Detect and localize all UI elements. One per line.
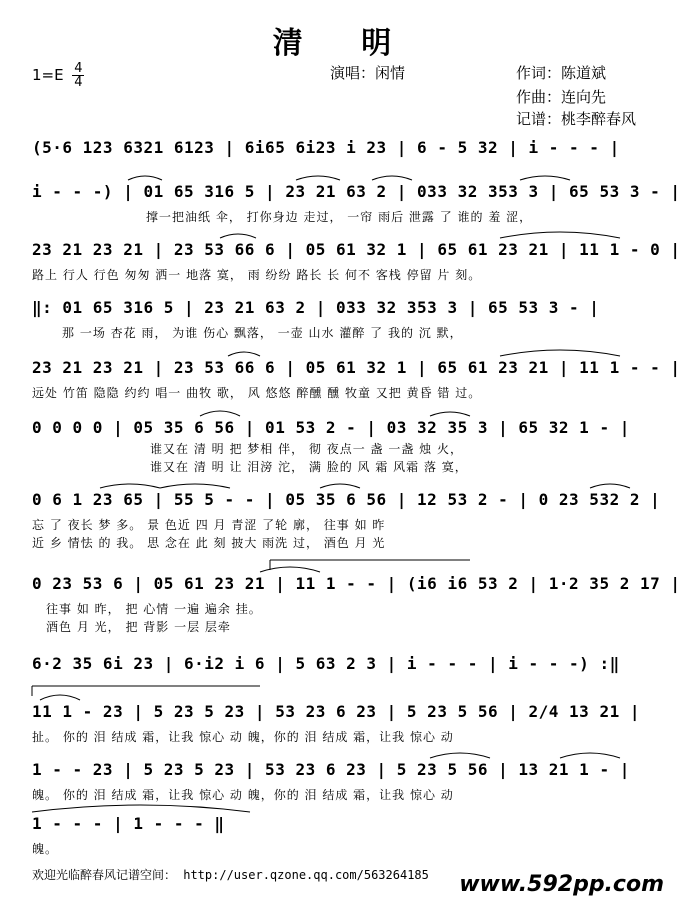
notation-line: 0 6 1 23 65 | 55 5 - - | 05 35 6 56 | 12 53 2 - | 0 23 532 2 | xyxy=(32,490,661,509)
lyric-line: 往事 如 昨， 把 心情 一遍 遍余 挂。 xyxy=(46,602,262,616)
lyric-line: 忘 了 夜长 梦 多。 景 色近 四 月 青涩 了轮 廓， 往事 如 昨 xyxy=(32,518,386,532)
watermark-logo: www.592pp.com xyxy=(459,872,664,897)
lyric-line: 那 一场 杏花 雨， 为谁 伤心 飘落， 一壶 山水 灌醉 了 我的 沉 默， xyxy=(62,326,463,340)
notation-line: 23 21 23 21 | 23 53 66 6 | 05 61 32 1 | 65 61 23 21 | 11 1 - 0 | xyxy=(32,240,681,259)
singer-credit: 演唱：闲情 xyxy=(330,64,406,82)
notation-line: 11 1 - 23 | 5 23 5 23 | 53 23 6 23 | 5 23 5 56 | 2/4 13 21 | xyxy=(32,702,640,721)
lyric-line: 扯。 你的 泪 结成 霜，让我 惊心 动 魄，你的 泪 结成 霜，让我 惊心 动 xyxy=(32,730,454,744)
notation-line: 6·2 35 6i 23 | 6·i2 i 6 | 5 63 2 3 | i - - - | i - - -) :‖ xyxy=(32,654,620,673)
notation-line: 0 23 53 6 | 05 61 23 21 | 11 1 - - | (i6 i6 53 2 | 1·2 35 2 17 | xyxy=(32,574,681,593)
notation-line: 23 21 23 21 | 23 53 66 6 | 05 61 32 1 | 65 61 23 21 | 11 1 - - | xyxy=(32,358,681,377)
notation-line: 0 0 0 0 | 05 35 6 56 | 01 53 2 - | 03 32 35 3 | 65 32 1 - | xyxy=(32,418,630,437)
notation-line: 1 - - 23 | 5 23 5 23 | 53 23 6 23 | 5 23 5 56 | 13 21 1 - | xyxy=(32,760,630,779)
lyric-line: 谁又在 清 明 让 泪滂 沱， 满 脸的 风 霜 风霜 落 寞， xyxy=(150,460,468,474)
notation-line: 1 - - - | 1 - - - ‖ xyxy=(32,814,225,833)
lyric-line: 谁又在 清 明 把 梦相 伴， 彻 夜点一 盏 一盏 烛 火， xyxy=(150,442,463,456)
composer-credit: 作曲：连向先 xyxy=(516,88,607,106)
lyric-line: 魄。 xyxy=(32,842,59,856)
lyric-line: 远处 竹笛 隐隐 约约 唱一 曲牧 歌， 风 悠悠 醉醺 醺 牧童 又把 黄昏 错 过。 xyxy=(32,386,482,400)
time-top: 4 xyxy=(74,61,83,76)
transcriber-credit: 记谱：桃李醉春风 xyxy=(516,110,637,128)
lyric-line: 路上 行人 行色 匆匆 洒一 地落 寞， 雨 纷纷 路长 长 何不 客栈 停留 片 刻。 xyxy=(32,268,482,282)
time-bottom: 4 xyxy=(74,75,83,90)
lyric-line: 撑一把油纸 伞， 打你身边 走过， 一帘 雨后 泄露 了 谁的 羞 涩， xyxy=(146,210,533,224)
notation-line: ‖: 01 65 316 5 | 23 21 63 2 | 033 32 353 3 | 65 53 3 - | xyxy=(32,298,600,317)
notation-line: i - - -) | 01 65 316 5 | 23 21 63 2 | 033 32 353 3 | 65 53 3 - | xyxy=(32,182,681,201)
lyric-line: 魄。 你的 泪 结成 霜，让我 惊心 动 魄，你的 泪 结成 霜，让我 惊心 动 xyxy=(32,788,454,802)
footer-text: 欢迎光临醉春风记谱空间： http://user.qzone.qq.com/563264185 xyxy=(32,868,429,882)
lyricist-credit: 作词：陈道斌 xyxy=(516,64,607,82)
lyric-line: 酒色 月 光， 把 背影 一层 层牵 xyxy=(46,620,231,634)
lyric-line: 近 乡 情怯 的 我。 思 念在 此 刻 披大 雨洗 过， 酒色 月 光 xyxy=(32,536,386,550)
notation-line: (5·6 123 6321 6123 | 6i65 6i23 i 23 | 6 - 5 32 | i - - - | xyxy=(32,138,620,157)
key-label: 1=E xyxy=(32,66,64,84)
song-title: 清 明 xyxy=(272,26,416,61)
